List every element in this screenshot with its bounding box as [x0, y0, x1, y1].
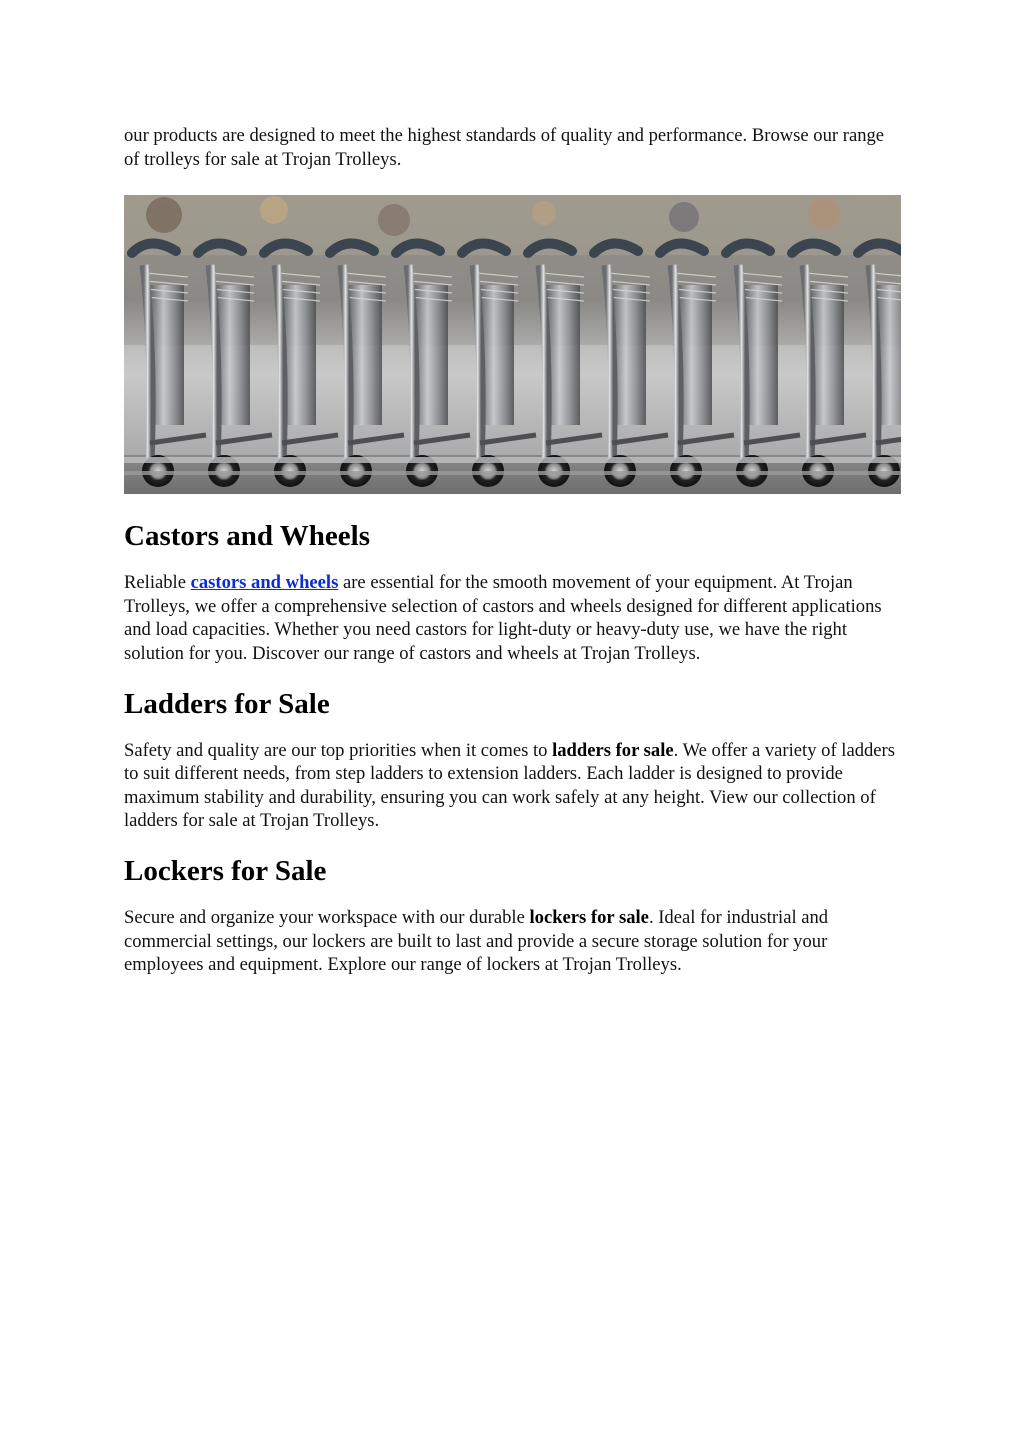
ladders-text-after: . We offer a variety of ladders to suit different needs, from step ladders to extension ladders. Each ladder is designed to provide maximum stability and durability, ensuring you can work safely at any height. View our collection of ladders for sale at Trojan Trolleys. — [124, 739, 895, 832]
heading-castors-and-wheels: Castors and Wheels — [124, 520, 370, 553]
intro-paragraph: our products are designed to meet the highest standards of quality and performance. Browse our range of trolleys for sale at Trojan Trolleys. — [124, 125, 885, 170]
ladders-text-before: Safety and quality are our top priorities when it comes to — [124, 739, 553, 761]
lockers-bold-keyword: lockers for sale — [529, 906, 649, 928]
paragraph-ladders-for-sale — [124, 739, 902, 833]
heading-ladders-for-sale: Ladders for Sale — [124, 687, 330, 720]
castors-and-wheels-link[interactable]: castors and wheels — [190, 572, 339, 594]
document-body — [124, 124, 902, 977]
ladders-bold-keyword: ladders for sale — [552, 739, 674, 761]
lockers-text-before: Secure and organize your workspace with our durable — [124, 906, 530, 928]
castors-text-before: Reliable — [124, 572, 191, 594]
paragraph-lockers-for-sale — [124, 906, 902, 977]
heading-lockers-for-sale: Lockers for Sale — [124, 854, 327, 887]
paragraph-castors-and-wheels — [124, 571, 902, 665]
castors-text-after: are essential for the smooth movement of your equipment. At Trojan Trolleys, we offer a comprehensive selection of castors and wheels designed for different applications and load capacities. Whether you need castors for light-duty or heavy-duty use, we have the right solution for you. Discover our range of castors and wheels at Trojan Trolleys. — [124, 572, 882, 664]
lockers-text-after: . Ideal for industrial and commercial settings, our lockers are built to last and provide a secure storage solution for your employees and equipment. Explore our range of lockers at Trojan Trolleys. — [124, 906, 829, 976]
hero-trolleys-image — [124, 195, 901, 494]
